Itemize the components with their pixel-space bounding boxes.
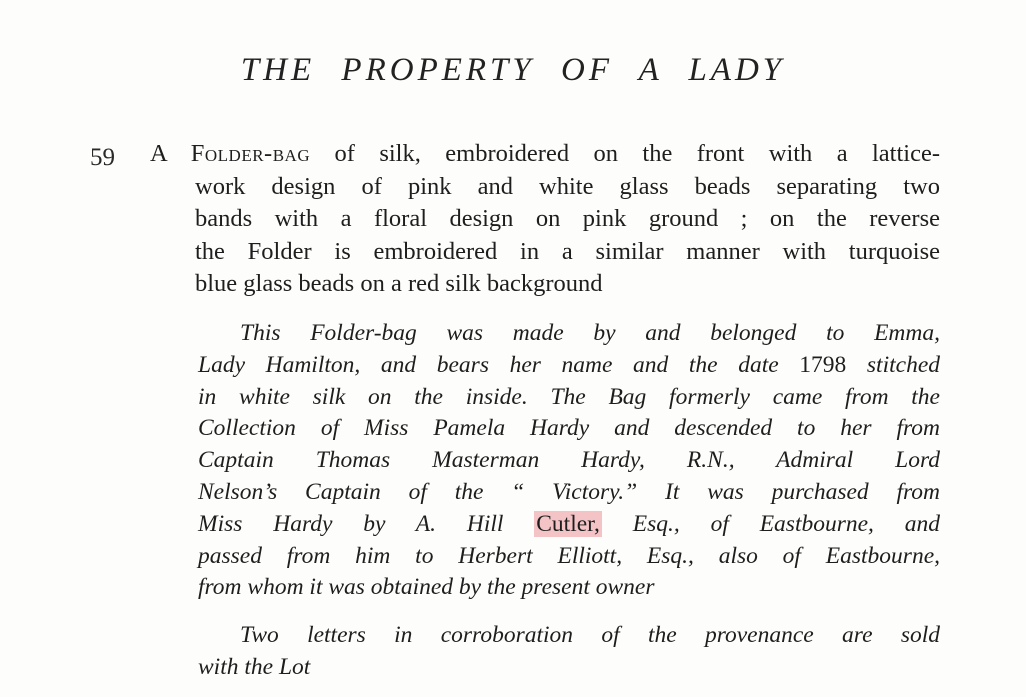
page-heading: THE PROPERTY OF A LADY (240, 52, 786, 88)
note-line: Nelson’s Captain of the “ Victory.” It was purchased from (198, 478, 940, 505)
note-line: in white silk on the inside. The Bag formerly came from the (198, 383, 940, 410)
description-line (150, 138, 940, 171)
note-line (198, 350, 940, 382)
description-line: bands with a floral design on pink ground ; on the reverse (195, 205, 940, 232)
lot-prefix: A (150, 140, 167, 167)
description-line: blue glass beads on a red silk background (195, 270, 603, 297)
lot-description (150, 138, 940, 301)
note-line: This Folder-bag was made by and belonged to Emma, (240, 320, 940, 346)
note-line: Collection of Miss Pamela Hardy and descended to her from (198, 415, 940, 442)
highlighted-name: Cutler, (536, 510, 600, 537)
note-line (198, 509, 940, 541)
note-line: passed from him to Herbert Elliott, Esq., also of Eastbourne, (198, 542, 940, 569)
letters-note (198, 620, 940, 684)
note-line: Captain Thomas Masterman Hardy, R.N., Admiral Lord (198, 447, 940, 474)
note-line: from whom it was obtained by the present owner (198, 574, 655, 601)
description-line: work design of pink and white glass beads separating two (195, 172, 940, 200)
provenance-note (198, 318, 940, 604)
note-line: with the Lot (198, 653, 311, 680)
note-year: 1798 (799, 351, 847, 378)
note-text: Lady Hamilton, and bears her name and the date (198, 351, 800, 378)
description-line: the Folder is embroidered in a similar manner with turquoise (195, 237, 940, 265)
description-text: of silk, embroidered on the front with a lattice- (310, 140, 941, 167)
lot-number: 59 (90, 144, 115, 171)
lot-term: Folder-bag (190, 140, 311, 167)
note-line: Two letters in corroboration of the provenance are sold (240, 622, 940, 648)
note-text: Miss Hardy by A. Hill (198, 510, 535, 537)
note-text: stitched (846, 351, 941, 378)
note-text: Esq., of Eastbourne, and (601, 510, 940, 537)
